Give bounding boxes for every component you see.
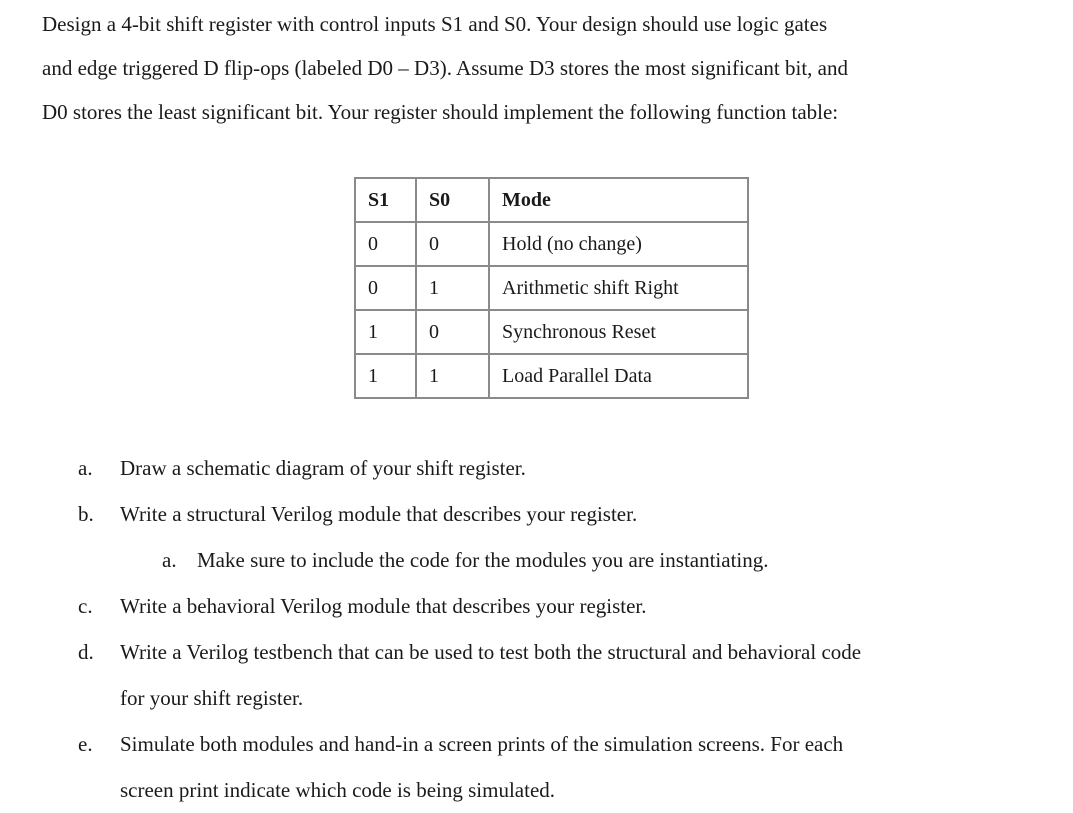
- cell-s1: 1: [355, 354, 416, 398]
- question-text-continued: screen print indicate which code is being simulated.: [120, 778, 556, 802]
- cell-mode: Hold (no change): [489, 222, 748, 266]
- question-item-a: [0, 445, 1073, 491]
- list-marker: c.: [78, 594, 93, 618]
- cell-s1: 1: [355, 310, 416, 354]
- intro-line: and edge triggered D flip-ops (labeled D0 – D3). Assume D3 stores the most significant bit, and: [42, 56, 848, 80]
- table-row: [355, 222, 748, 266]
- question-item-d: [0, 629, 1073, 721]
- cell-mode: Load Parallel Data: [489, 354, 748, 398]
- question-text: Write a structural Verilog module that describes your register.: [120, 502, 638, 526]
- question-subitem-b-a: [0, 537, 1073, 583]
- question-item-e: [0, 721, 1073, 813]
- list-marker: a.: [78, 456, 93, 480]
- question-text: Draw a schematic diagram of your shift register.: [120, 456, 526, 480]
- cell-s0: 1: [416, 354, 489, 398]
- header-s1: S1: [355, 178, 416, 222]
- cell-mode: Synchronous Reset: [489, 310, 748, 354]
- header-mode: Mode: [489, 178, 748, 222]
- question-item-b: [0, 491, 1073, 537]
- table-row: [355, 310, 748, 354]
- cell-s0: 0: [416, 310, 489, 354]
- question-text: Write a behavioral Verilog module that describes your register.: [120, 594, 647, 618]
- table-header-row: [355, 178, 748, 222]
- cell-s0: 0: [416, 222, 489, 266]
- cell-mode: Arithmetic shift Right: [489, 266, 748, 310]
- intro-paragraph: [42, 2, 1062, 134]
- question-item-c: [0, 583, 1073, 629]
- table-row: [355, 354, 748, 398]
- intro-line: D0 stores the least significant bit. Your register should implement the following function table:: [42, 100, 839, 124]
- list-marker: a.: [162, 548, 177, 572]
- list-marker: d.: [78, 640, 94, 664]
- cell-s0: 1: [416, 266, 489, 310]
- list-marker: e.: [78, 732, 93, 756]
- cell-s1: 0: [355, 266, 416, 310]
- intro-line: Design a 4-bit shift register with control inputs S1 and S0. Your design should use logic gates: [42, 12, 828, 36]
- question-text-continued: for your shift register.: [120, 686, 304, 710]
- cell-s1: 0: [355, 222, 416, 266]
- list-marker: b.: [78, 502, 94, 526]
- function-table: [354, 177, 749, 399]
- question-text: Make sure to include the code for the modules you are instantiating.: [197, 548, 769, 572]
- table-row: [355, 266, 748, 310]
- question-list: [0, 445, 1073, 813]
- header-s0: S0: [416, 178, 489, 222]
- question-text: Write a Verilog testbench that can be used to test both the structural and behavioral code: [120, 640, 862, 664]
- question-text: Simulate both modules and hand-in a screen prints of the simulation screens. For each: [120, 732, 844, 756]
